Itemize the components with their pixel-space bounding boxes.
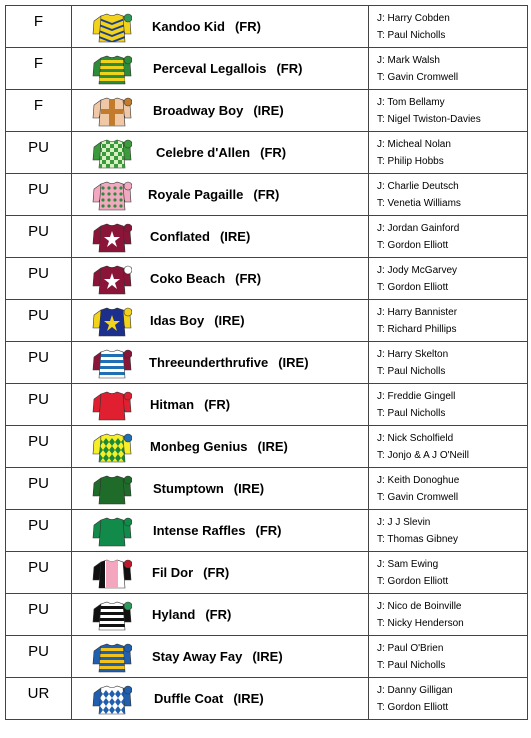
runner-cell <box>72 174 369 216</box>
horse-label <box>150 216 250 257</box>
trainer-name: T: Gordon Elliott <box>377 576 449 587</box>
jockey-silks-icon <box>92 348 132 380</box>
connections-cell <box>369 216 528 258</box>
jockey-name: J: J J Slevin <box>377 517 431 528</box>
connections-cell <box>369 678 528 720</box>
runner-cell <box>72 342 369 384</box>
trainer-name: T: Paul Nicholls <box>377 408 446 419</box>
runner-cell <box>72 552 369 594</box>
finishing-status: PU <box>6 510 72 552</box>
horse-label <box>152 594 231 635</box>
jockey-name: J: Harry Bannister <box>377 307 458 318</box>
horse-label <box>153 48 302 89</box>
jockey-silks-icon <box>92 600 132 632</box>
finishing-status: PU <box>6 258 72 300</box>
results-body <box>6 6 528 720</box>
jockey-silks-icon <box>92 432 132 464</box>
jockey-name: J: Danny Gilligan <box>377 685 453 696</box>
horse-label <box>150 258 261 299</box>
trainer-name: T: Venetia Williams <box>377 198 461 209</box>
finishing-status: UR <box>6 678 72 720</box>
jockey-name: J: Freddie Gingell <box>377 391 456 402</box>
jockey-silks-icon <box>92 96 132 128</box>
trainer-name: T: Philip Hobbs <box>377 156 444 167</box>
jockey-name: J: Nick Scholfield <box>377 433 454 444</box>
jockey-silks-icon <box>92 684 132 716</box>
result-row <box>6 468 528 510</box>
results-table <box>5 5 528 720</box>
trainer-name: T: Nicky Henderson <box>377 618 464 629</box>
runner-cell <box>72 132 369 174</box>
horse-name: Stumptown <box>153 481 224 496</box>
connections-cell <box>369 174 528 216</box>
horse-country: (FR) <box>203 565 230 580</box>
runner-cell <box>72 216 369 258</box>
horse-name: Perceval Legallois <box>153 61 267 76</box>
horse-country: (FR) <box>204 397 231 412</box>
horse-name: Kandoo Kid <box>152 19 225 34</box>
horse-label <box>150 384 230 425</box>
jockey-silks-icon <box>92 222 132 254</box>
horse-name: Fil Dor <box>152 565 194 580</box>
horse-country: (IRE) <box>233 481 265 496</box>
horse-country: (FR) <box>255 523 282 538</box>
result-row <box>6 48 528 90</box>
connections-cell <box>369 342 528 384</box>
runner-cell <box>72 678 369 720</box>
horse-label <box>153 468 264 509</box>
connections-cell <box>369 300 528 342</box>
connections-cell <box>369 132 528 174</box>
finishing-status: PU <box>6 300 72 342</box>
runner-cell <box>72 426 369 468</box>
horse-name: Conflated <box>150 229 210 244</box>
horse-name: Celebre d'Allen <box>156 145 251 160</box>
finishing-status: PU <box>6 384 72 426</box>
runner-cell <box>72 258 369 300</box>
horse-country: (FR) <box>234 19 261 34</box>
horse-country: (FR) <box>235 271 262 286</box>
jockey-silks-icon <box>92 306 132 338</box>
result-row <box>6 258 528 300</box>
horse-label <box>156 132 286 173</box>
horse-name: Hitman <box>150 397 195 412</box>
horse-name: Broadway Boy <box>153 103 244 118</box>
jockey-name: J: Harry Skelton <box>377 349 449 360</box>
horse-country: (IRE) <box>252 649 283 664</box>
connections-cell <box>369 6 528 48</box>
connections-cell <box>369 258 528 300</box>
jockey-silks-icon <box>92 12 132 44</box>
runner-cell <box>72 636 369 678</box>
runner-cell <box>72 6 369 48</box>
jockey-name: J: Tom Bellamy <box>377 97 445 108</box>
horse-country: (FR) <box>253 187 280 202</box>
finishing-status: F <box>6 48 72 90</box>
result-row <box>6 342 528 384</box>
jockey-name: J: Mark Walsh <box>377 55 440 66</box>
horse-name: Coko Beach <box>150 271 226 286</box>
result-row <box>6 174 528 216</box>
jockey-silks-icon <box>92 516 132 548</box>
runner-cell <box>72 594 369 636</box>
jockey-name: J: Charlie Deutsch <box>377 181 459 192</box>
connections-cell <box>369 48 528 90</box>
horse-label <box>150 426 288 467</box>
horse-label <box>153 90 284 131</box>
horse-label <box>150 300 245 341</box>
runner-cell <box>72 468 369 510</box>
horse-name: Monbeg Genius <box>150 439 248 454</box>
trainer-name: T: Paul Nicholls <box>377 660 446 671</box>
runner-cell <box>72 90 369 132</box>
connections-cell <box>369 594 528 636</box>
horse-name: Intense Raffles <box>153 523 246 538</box>
trainer-name: T: Paul Nicholls <box>377 30 446 41</box>
horse-name: Threeunderthrufive <box>149 355 269 370</box>
trainer-name: T: Gordon Elliott <box>377 702 449 713</box>
horse-label <box>152 552 229 593</box>
horse-name: Idas Boy <box>150 313 205 328</box>
finishing-status: F <box>6 6 72 48</box>
runner-cell <box>72 510 369 552</box>
horse-country: (IRE) <box>278 355 309 370</box>
trainer-name: T: Richard Phillips <box>377 324 457 335</box>
finishing-status: PU <box>6 468 72 510</box>
horse-label <box>149 342 309 383</box>
horse-label <box>153 510 281 551</box>
result-row <box>6 636 528 678</box>
finishing-status: PU <box>6 636 72 678</box>
result-row <box>6 300 528 342</box>
connections-cell <box>369 468 528 510</box>
horse-label <box>148 174 279 215</box>
trainer-name: T: Gordon Elliott <box>377 282 449 293</box>
connections-cell <box>369 426 528 468</box>
result-row <box>6 384 528 426</box>
connections-cell <box>369 510 528 552</box>
horse-country: (FR) <box>205 607 232 622</box>
jockey-name: J: Paul O'Brien <box>377 643 444 654</box>
jockey-name: J: Harry Cobden <box>377 13 450 24</box>
runner-cell <box>72 300 369 342</box>
connections-cell <box>369 552 528 594</box>
jockey-name: J: Sam Ewing <box>377 559 439 570</box>
horse-label <box>152 636 283 677</box>
horse-label <box>152 6 261 47</box>
finishing-status: PU <box>6 174 72 216</box>
finishing-status: PU <box>6 132 72 174</box>
connections-cell <box>369 90 528 132</box>
jockey-name: J: Nico de Boinville <box>377 601 462 612</box>
horse-country: (IRE) <box>233 691 264 706</box>
result-row <box>6 90 528 132</box>
finishing-status: PU <box>6 342 72 384</box>
jockey-name: J: Keith Donoghue <box>377 475 460 486</box>
result-row <box>6 510 528 552</box>
result-row <box>6 678 528 720</box>
horse-country: (IRE) <box>257 439 288 454</box>
finishing-status: PU <box>6 426 72 468</box>
horse-country: (IRE) <box>253 103 284 118</box>
jockey-silks-icon <box>92 558 132 590</box>
finishing-status: PU <box>6 552 72 594</box>
horse-name: Royale Pagaille <box>148 187 244 202</box>
jockey-name: J: Jody McGarvey <box>377 265 458 276</box>
connections-cell <box>369 636 528 678</box>
trainer-name: T: Gavin Cromwell <box>377 72 459 83</box>
horse-name: Hyland <box>152 607 196 622</box>
trainer-name: T: Gavin Cromwell <box>377 492 459 503</box>
jockey-silks-icon <box>92 390 132 422</box>
jockey-silks-icon <box>92 180 132 212</box>
trainer-name: T: Thomas Gibney <box>377 534 458 545</box>
trainer-name: T: Paul Nicholls <box>377 366 446 377</box>
jockey-silks-icon <box>92 264 132 296</box>
trainer-name: T: Gordon Elliott <box>377 240 449 251</box>
result-row <box>6 552 528 594</box>
result-row <box>6 132 528 174</box>
jockey-silks-icon <box>92 54 132 86</box>
horse-name: Duffle Coat <box>154 691 224 706</box>
jockey-silks-icon <box>92 642 132 674</box>
finishing-status: PU <box>6 594 72 636</box>
finishing-status: F <box>6 90 72 132</box>
runner-cell <box>72 384 369 426</box>
result-row <box>6 216 528 258</box>
horse-name: Stay Away Fay <box>152 649 243 664</box>
horse-country: (FR) <box>276 61 303 76</box>
horse-label <box>154 678 264 719</box>
jockey-silks-icon <box>92 138 132 170</box>
finishing-status: PU <box>6 216 72 258</box>
jockey-silks-icon <box>92 474 132 506</box>
jockey-name: J: Jordan Gainford <box>377 223 460 234</box>
trainer-name: T: Jonjo & A J O'Neill <box>377 450 469 461</box>
jockey-name: J: Micheal Nolan <box>377 139 451 150</box>
horse-country: (IRE) <box>219 229 251 244</box>
horse-country: (FR) <box>260 145 287 160</box>
horse-country: (IRE) <box>214 313 245 328</box>
result-row <box>6 594 528 636</box>
result-row <box>6 6 528 48</box>
result-row <box>6 426 528 468</box>
runner-cell <box>72 48 369 90</box>
trainer-name: T: Nigel Twiston-Davies <box>377 114 481 125</box>
connections-cell <box>369 384 528 426</box>
